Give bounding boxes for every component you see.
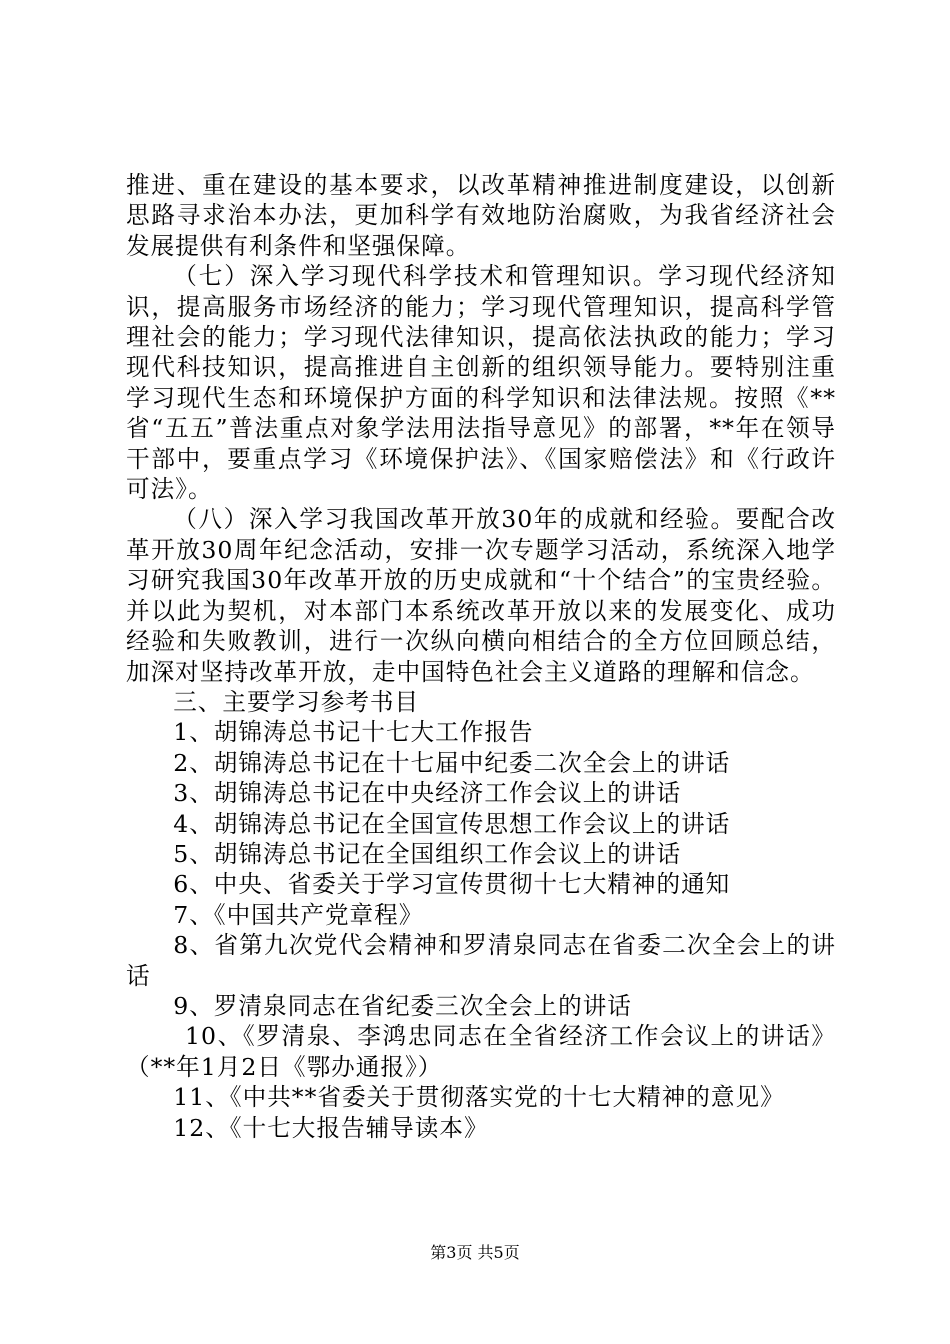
page-number-footer: 第3页 共5页: [430, 1243, 520, 1262]
list-item: 4、胡锦涛总书记在全国宣传思想工作会议上的讲话: [173, 809, 731, 838]
list-item: 6、中央、省委关于学习宣传贯彻十七大精神的通知: [173, 870, 731, 899]
list-item: 7、《中国共产党章程》: [173, 900, 424, 929]
list-item: 5、胡锦涛总书记在全国组织工作会议上的讲话: [173, 839, 682, 868]
list-item: 9、罗清泉同志在省纪委三次全会上的讲话: [173, 991, 632, 1020]
list-item: 11、《中共**省委关于贯彻落实党的十七大精神的意见》: [173, 1083, 785, 1112]
list-item: 8、省第九次党代会精神和罗清泉同志在省委二次全会上的讲话: [126, 931, 836, 990]
heading-reading-list: 三、主要学习参考书目: [173, 687, 420, 716]
list-item: 10、《罗清泉、李鸿忠同志在全省经济工作会议上的讲话》（**年1月2日《鄂办通报》）: [126, 1022, 836, 1081]
list-item: 3、胡锦涛总书记在中央经济工作会议上的讲话: [173, 779, 682, 808]
paragraph-anti-corruption: 推进、重在建设的基本要求，以改革精神推进制度建设，以创新思路寻求治本办法，更加科学有效地防治腐败，为我省经济社会发展提供有利条件和坚强保障。: [126, 171, 836, 260]
list-item: 1、胡锦涛总书记十七大工作报告: [173, 718, 534, 747]
list-item: 12、《十七大报告辅导读本》: [173, 1113, 489, 1142]
paragraph-section-8: （八）深入学习我国改革开放30年的成就和经验。要配合改革开放30周年纪念活动，安排一次专题学习活动，系统深入地学习研究我国30年改革开放的历史成就和“十个结合”的宝贵经验。并以此为契机，对本部门本系统改革开放以来的发展变化、成功经验和失败教训，进行一次纵向横向相结合的全方位回顾总结，加深对坚持改革开放，走中国特色社会主义道路的理解和信念。: [126, 505, 836, 686]
paragraph-section-7: （七）深入学习现代科学技术和管理知识。学习现代经济知识，提高服务市场经济的能力；学习现代管理知识，提高科学管理社会的能力；学习现代法律知识，提高依法执政的能力；学习现代科技知识，提高推进自主创新的组织领导能力。要特别注重学习现代生态和环境保护方面的科学知识和法律法规。按照《**省“五五”普法重点对象学法用法指导意见》的部署，**年在领导干部中，要重点学习《环境保护法》、《国家赔偿法》和《行政许可法》。: [126, 262, 836, 504]
document-body: [126, 170, 836, 1143]
list-item: 2、胡锦涛总书记在十七届中纪委二次全会上的讲话: [173, 748, 731, 777]
